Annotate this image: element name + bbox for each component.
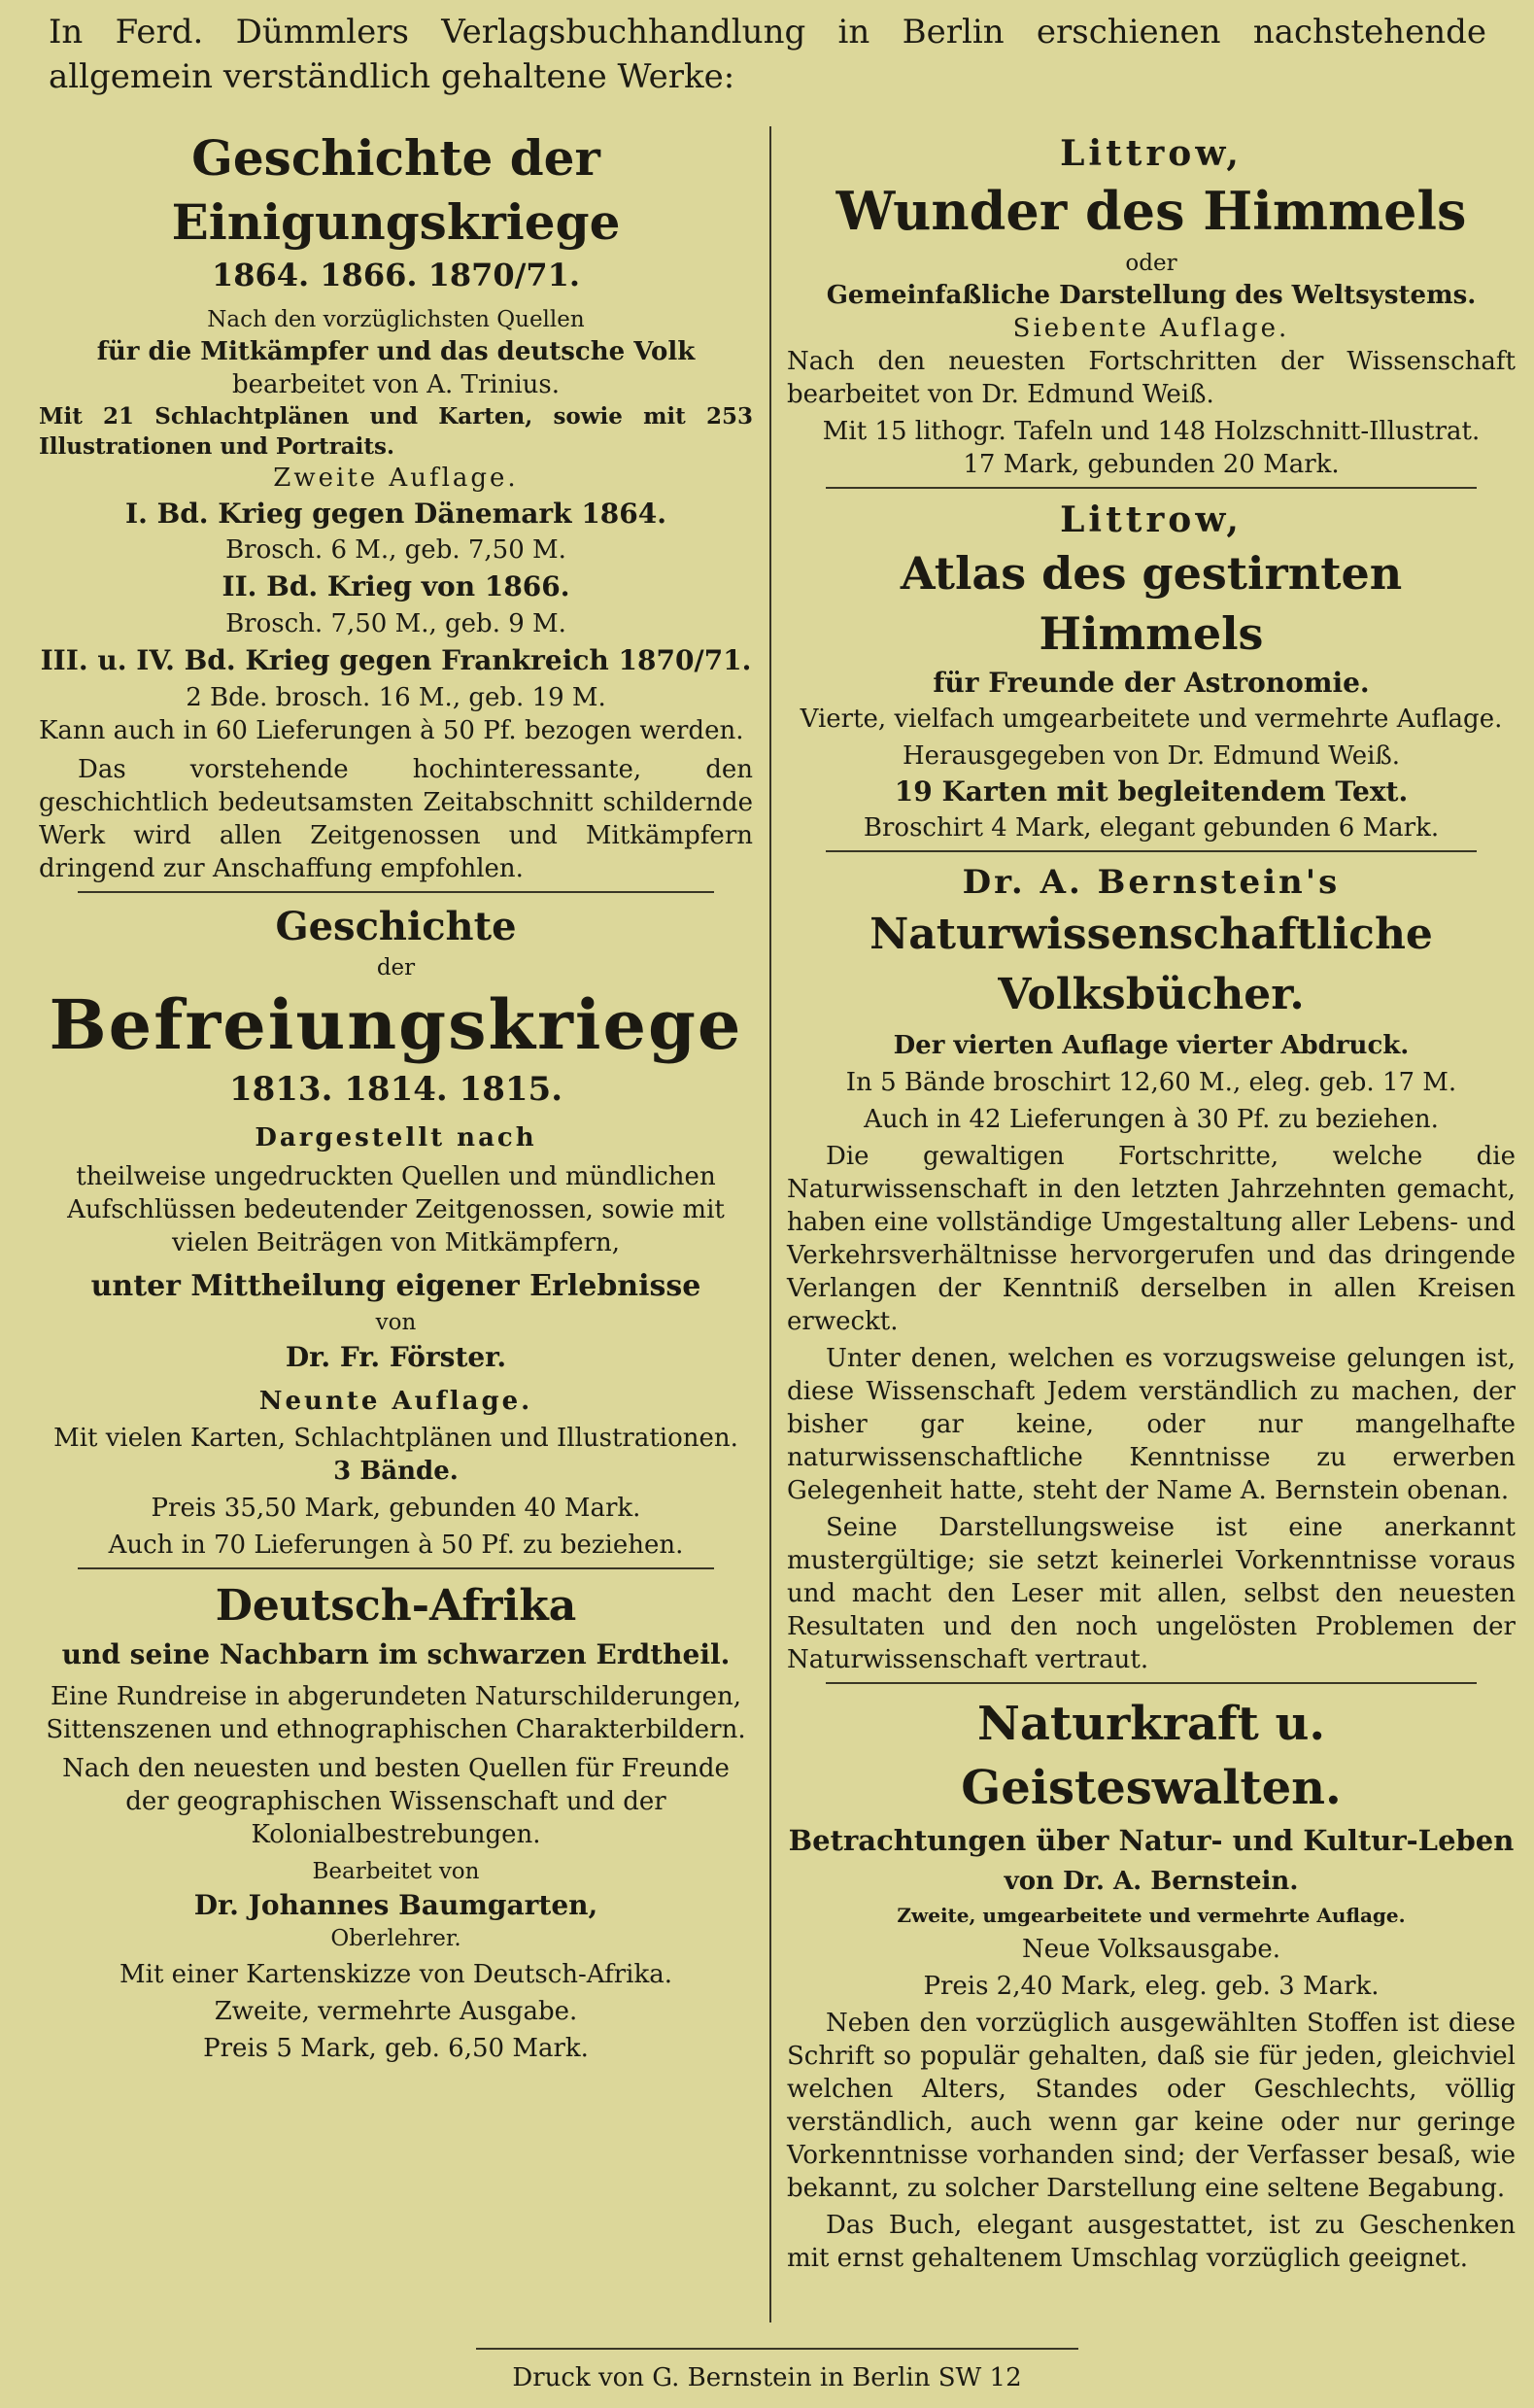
text-line: von bbox=[375, 1310, 417, 1335]
paragraph: Unter denen, welchen es vorzugsweise gelungen ist, diese Wissenschaft Jedem verständlich zu machen, der bisher gar keine, oder nur mangelhafte naturwissenschaftliche Kenntnisse zu erwerben Gelegenheit hatte, steht der Name A. Bernstein obenan. bbox=[787, 1344, 1516, 1505]
text-line: für die Mitkämpfer und das deutsche Volk bbox=[96, 337, 696, 366]
edition-line: Zweite Auflage. bbox=[273, 464, 519, 493]
book-title: Naturwissenschaftliche Volksbücher. bbox=[869, 910, 1433, 1019]
price-line: Preis 35,50 Mark, gebunden 40 Mark. bbox=[151, 1494, 641, 1523]
text-line: Nach den neuesten Fortschritten der Wissenschaft bearbeitet von Dr. Edmund Weiß. bbox=[787, 347, 1516, 409]
text-line: Nach den neuesten und besten Quellen für Freunde der geographischen Wissenschaft und der Kolonialbestrebungen. bbox=[62, 1754, 730, 1849]
text-line: für Freunde der Astronomie. bbox=[933, 667, 1370, 699]
ad-wunder-des-himmels bbox=[787, 130, 1516, 481]
text-line: Auch in 70 Lieferungen à 50 Pf. zu beziehen. bbox=[108, 1531, 684, 1560]
separator bbox=[826, 1682, 1477, 1684]
separator bbox=[78, 1567, 714, 1569]
book-subtitle: und seine Nachbarn im schwarzen Erdtheil. bbox=[61, 1638, 731, 1670]
edition-line: Vierte, vielfach umgearbeitete und vermehrte Auflage. bbox=[800, 705, 1503, 734]
publisher-intro: In Ferd. Dümmlers Verlagsbuchhandlung in Berlin erschienen nachstehende allgemein verständlich gehaltene Werke: bbox=[49, 13, 1486, 96]
book-subtitle: Betrachtungen über Natur- und Kultur-Leben bbox=[788, 1824, 1515, 1857]
author-heading: Littrow, bbox=[1060, 133, 1243, 174]
footer-rule bbox=[476, 2348, 1078, 2350]
edition-line: Zweite, umgearbeitete und vermehrte Auflage. bbox=[897, 1904, 1406, 1927]
edition-line: Neunte Auflage. bbox=[258, 1387, 533, 1416]
ad-volksbuecher bbox=[787, 860, 1516, 1676]
volume-title: II. Bd. Krieg von 1866. bbox=[222, 570, 570, 602]
description: Das vorstehende hochinteressante, den geschichtlich bedeutsamsten Zeitabschnitt schildernde Werk wird allen Zeitgenossen und Mitkämpfern dringend zur Anschaffung empfohlen. bbox=[39, 755, 753, 883]
price-line: In 5 Bände broschirt 12,60 M., eleg. geb. 17 M. bbox=[845, 1068, 1457, 1097]
author-line: Dr. Fr. Förster. bbox=[285, 1341, 507, 1373]
right-column bbox=[787, 122, 1516, 2321]
text-line: Kann auch in 60 Lieferungen à 50 Pf. bezogen werden. bbox=[39, 716, 744, 745]
book-years: 1864. 1866. 1870/71. bbox=[211, 257, 581, 293]
book-years: 1813. 1814. 1815. bbox=[228, 1070, 563, 1109]
separator bbox=[826, 487, 1477, 489]
text-line: Nach den vorzüglichsten Quellen bbox=[207, 307, 585, 332]
price-line: 17 Mark, gebunden 20 Mark. bbox=[963, 450, 1340, 479]
paragraph: Die gewaltigen Fortschritte, welche die Naturwissenschaft in den letzten Jahrzehnten gemacht, haben eine vollständige Umgestaltung aller Lebens- und Verkehrsverhältnisse hervorgerufen und das dringende Verlangen der Kenntniß derselben in allen Kreisen erweckt. bbox=[787, 1142, 1516, 1336]
text-line: Mit vielen Karten, Schlachtplänen und Illustrationen. bbox=[53, 1424, 738, 1453]
ad-naturkraft bbox=[787, 1692, 1516, 2275]
text-line: Eine Rundreise in abgerundeten Naturschilderungen, Sittenszenen und ethnographischen Charakterbildern. bbox=[46, 1682, 746, 1744]
author-line: bearbeitet von A. Trinius. bbox=[231, 370, 560, 399]
price-line: Broschirt 4 Mark, elegant gebunden 6 Mark. bbox=[863, 813, 1440, 843]
left-column bbox=[39, 122, 753, 2321]
ad-atlas-des-himmels bbox=[787, 497, 1516, 844]
volume-price: 2 Bde. brosch. 16 M., geb. 19 M. bbox=[186, 683, 606, 712]
book-title: Befreiungskriege bbox=[49, 984, 743, 1065]
paragraph: Neben den vorzüglich ausgewählten Stoffen ist diese Schrift so populär gehalten, daß sie für jeden, gleichviel welchen Alters, Standes oder Geschlechts, völlig verständlich, auch wenn gar keine oder nur geringe Vorkenntnisse vorhanden sind; der Verfasser besaß, wie bekannt, zu solcher Darstellung eine seltene Begabung. bbox=[787, 2009, 1516, 2203]
text-line: Mit einer Kartenskizze von Deutsch-Afrika. bbox=[119, 1960, 672, 1989]
text-line: Dargestellt nach bbox=[255, 1123, 537, 1152]
text-line: 3 Bände. bbox=[333, 1457, 459, 1486]
separator bbox=[826, 850, 1477, 852]
paragraph: Seine Darstellungsweise ist eine anerkannt mustergültige; sie setzt keinerlei Vorkenntnisse voraus und macht den Leser mit allen, selbst den neuesten Resultaten und den noch ungelösten Problemen der Naturwissenschaft vertraut. bbox=[787, 1513, 1516, 1674]
book-title: Naturkraft u. Geisteswalten. bbox=[961, 1697, 1342, 1815]
book-title-part: Geschichte bbox=[275, 904, 517, 949]
author-line: Dr. Johannes Baumgarten, bbox=[193, 1889, 598, 1921]
book-title: Deutsch-Afrika bbox=[215, 1581, 577, 1631]
text-line: Mit 21 Schlachtplänen und Karten, sowie mit 253 Illustrationen und Portraits. bbox=[39, 403, 753, 460]
book-title: Atlas des gestirnten Himmels bbox=[900, 547, 1403, 660]
text-line: Bearbeitet von bbox=[312, 1859, 480, 1884]
text-line: Neue Volksausgabe. bbox=[1021, 1935, 1281, 1964]
author-line: Herausgegeben von Dr. Edmund Weiß. bbox=[902, 741, 1401, 771]
price-line: Preis 2,40 Mark, eleg. geb. 3 Mark. bbox=[923, 1972, 1380, 2001]
book-title: Wunder des Himmels bbox=[835, 180, 1467, 242]
text-line: Mit 15 lithogr. Tafeln und 148 Holzschnitt-Illustrat. bbox=[822, 417, 1481, 446]
text-line: oder bbox=[1125, 251, 1177, 276]
text-line: 19 Karten mit begleitendem Text. bbox=[894, 775, 1409, 808]
edition-line: Der vierten Auflage vierter Abdruck. bbox=[893, 1031, 1410, 1060]
volume-title: III. u. IV. Bd. Krieg gegen Frankreich 1870/71. bbox=[40, 644, 752, 676]
edition-line: Siebente Auflage. bbox=[1012, 314, 1290, 343]
volume-title: I. Bd. Krieg gegen Dänemark 1864. bbox=[124, 498, 667, 530]
text-line: Oberlehrer. bbox=[330, 1926, 461, 1951]
author-heading: Dr. A. Bernstein's bbox=[962, 863, 1341, 902]
text-line: unter Mittheilung eigener Erlebnisse bbox=[90, 1269, 701, 1303]
volume-price: Brosch. 7,50 M., geb. 9 M. bbox=[225, 609, 566, 638]
paragraph: Das Buch, elegant ausgestattet, ist zu Geschenken mit ernst gehaltenem Umschlag vorzüglich geeignet. bbox=[787, 2211, 1516, 2273]
author-heading: Littrow, bbox=[1060, 499, 1243, 540]
volume-price: Brosch. 6 M., geb. 7,50 M. bbox=[225, 535, 566, 565]
ad-einigungskriege bbox=[39, 126, 753, 885]
ad-befreiungskriege bbox=[39, 901, 753, 1562]
text-line: Auch in 42 Lieferungen à 30 Pf. zu beziehen. bbox=[864, 1105, 1439, 1134]
separator bbox=[78, 891, 714, 893]
edition-line: Zweite, vermehrte Ausgabe. bbox=[214, 1997, 578, 2026]
book-title-part: der bbox=[376, 955, 416, 980]
text-line: Gemeinfaßliche Darstellung des Weltsystems. bbox=[826, 281, 1477, 310]
author-line: von Dr. A. Bernstein. bbox=[1004, 1867, 1299, 1896]
ad-deutsch-afrika bbox=[39, 1577, 753, 2065]
column-divider bbox=[769, 126, 771, 2322]
printer-imprint: Druck von G. Bernstein in Berlin SW 12 bbox=[512, 2363, 1022, 2392]
text-line: theilweise ungedruckten Quellen und mündlichen Aufschlüssen bedeutender Zeitgenossen, sowie mit vielen Beiträgen von Mitkämpfern, bbox=[67, 1162, 725, 1257]
book-title: Geschichte der Einigungskriege bbox=[171, 129, 621, 251]
price-line: Preis 5 Mark, geb. 6,50 Mark. bbox=[203, 2034, 589, 2063]
